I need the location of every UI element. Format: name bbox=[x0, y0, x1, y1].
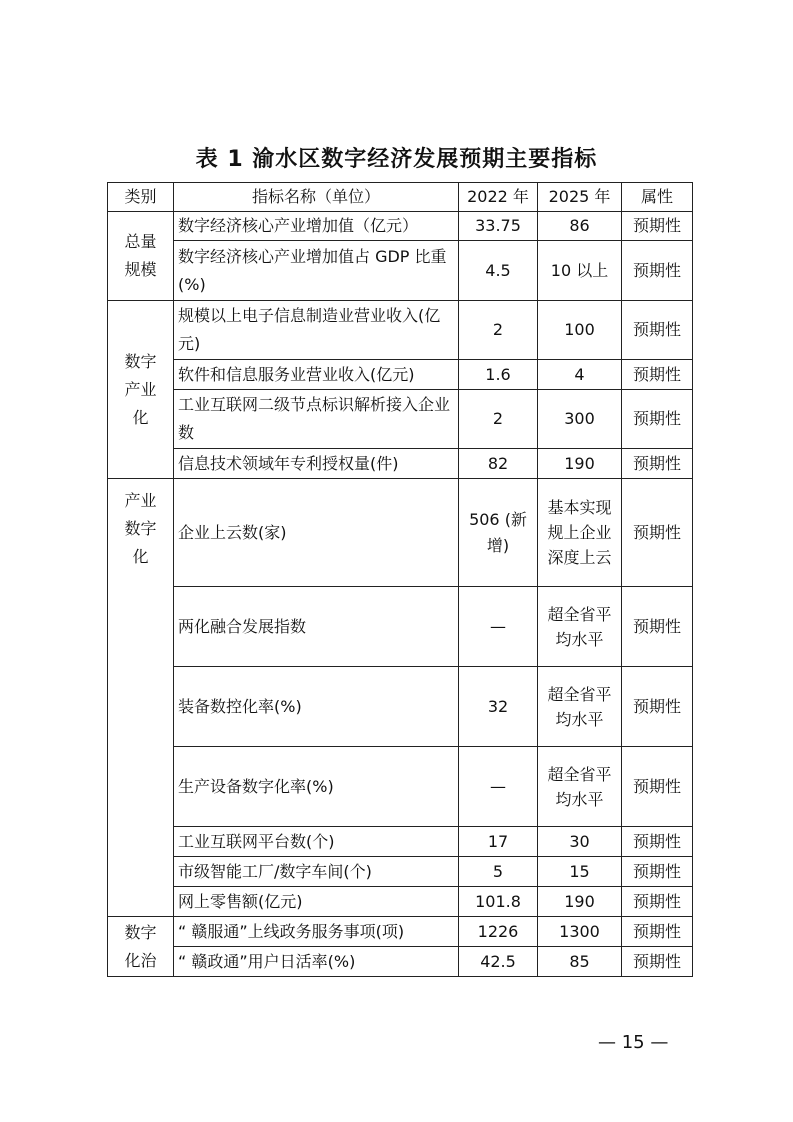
table-row bbox=[108, 360, 693, 390]
category-cell: 产业 数字 化 bbox=[108, 479, 174, 917]
table-title: 表 1 渝水区数字经济发展预期主要指标 bbox=[195, 147, 598, 172]
value-2022: — bbox=[459, 587, 538, 667]
value-2022: 506 (新增) bbox=[459, 479, 538, 587]
header-attribute: 属性 bbox=[622, 183, 693, 212]
table-row bbox=[108, 587, 693, 667]
value-2022: 33.75 bbox=[459, 212, 538, 241]
table-row bbox=[108, 301, 693, 360]
indicator-name: 工业互联网平台数(个) bbox=[174, 827, 459, 857]
indicator-name: 工业互联网二级节点标识解析接入企业数 bbox=[174, 390, 459, 449]
indicator-name: 网上零售额(亿元) bbox=[174, 887, 459, 917]
table-row bbox=[108, 390, 693, 449]
header-2022: 2022 年 bbox=[459, 183, 538, 212]
indicator-table bbox=[107, 182, 693, 977]
table-row bbox=[108, 887, 693, 917]
indicator-name: 数字经济核心产业增加值（亿元） bbox=[174, 212, 459, 241]
category-cell: 数字 产业 化 bbox=[108, 301, 174, 479]
value-2025: 190 bbox=[538, 449, 622, 479]
value-2025: 85 bbox=[538, 947, 622, 977]
value-2025: 190 bbox=[538, 887, 622, 917]
value-2022: 2 bbox=[459, 390, 538, 449]
table-row bbox=[108, 827, 693, 857]
header-category: 类别 bbox=[108, 183, 174, 212]
attribute-cell: 预期性 bbox=[622, 212, 693, 241]
attribute-cell: 预期性 bbox=[622, 479, 693, 587]
table-row bbox=[108, 449, 693, 479]
indicator-name: 软件和信息服务业营业收入(亿元) bbox=[174, 360, 459, 390]
category-cell: 数字 化治 bbox=[108, 917, 174, 977]
indicator-name: “ 赣服通”上线政务服务事项(项) bbox=[174, 917, 459, 947]
table-row bbox=[108, 747, 693, 827]
indicator-name: 装备数控化率(%) bbox=[174, 667, 459, 747]
value-2025: 超全省平均水平 bbox=[538, 667, 622, 747]
value-2025: 1300 bbox=[538, 917, 622, 947]
indicator-name: 两化融合发展指数 bbox=[174, 587, 459, 667]
attribute-cell: 预期性 bbox=[622, 360, 693, 390]
attribute-cell: 预期性 bbox=[622, 301, 693, 360]
value-2025: 10 以上 bbox=[538, 241, 622, 301]
page-number: — 15 — bbox=[598, 1032, 669, 1053]
value-2022: 1226 bbox=[459, 917, 538, 947]
indicator-name: “ 赣政通”用户日活率(%) bbox=[174, 947, 459, 977]
attribute-cell: 预期性 bbox=[622, 887, 693, 917]
value-2022: 101.8 bbox=[459, 887, 538, 917]
attribute-cell: 预期性 bbox=[622, 587, 693, 667]
value-2022: 4.5 bbox=[459, 241, 538, 301]
indicator-name: 信息技术领域年专利授权量(件) bbox=[174, 449, 459, 479]
indicator-name: 规模以上电子信息制造业营业收入(亿元) bbox=[174, 301, 459, 360]
value-2022: 17 bbox=[459, 827, 538, 857]
header-row bbox=[108, 183, 693, 212]
header-2025: 2025 年 bbox=[538, 183, 622, 212]
value-2022: 42.5 bbox=[459, 947, 538, 977]
value-2025: 超全省平均水平 bbox=[538, 747, 622, 827]
category-cell: 总量 规模 bbox=[108, 212, 174, 301]
value-2025: 超全省平均水平 bbox=[538, 587, 622, 667]
attribute-cell: 预期性 bbox=[622, 917, 693, 947]
table-row bbox=[108, 947, 693, 977]
indicator-name: 市级智能工厂/数字车间(个) bbox=[174, 857, 459, 887]
attribute-cell: 预期性 bbox=[622, 390, 693, 449]
table-row bbox=[108, 241, 693, 301]
table-row bbox=[108, 917, 693, 947]
value-2025: 4 bbox=[538, 360, 622, 390]
value-2025: 基本实现规上企业深度上云 bbox=[538, 479, 622, 587]
attribute-cell: 预期性 bbox=[622, 241, 693, 301]
table-row bbox=[108, 667, 693, 747]
attribute-cell: 预期性 bbox=[622, 449, 693, 479]
value-2022: 2 bbox=[459, 301, 538, 360]
indicator-name: 生产设备数字化率(%) bbox=[174, 747, 459, 827]
value-2022: — bbox=[459, 747, 538, 827]
table-row bbox=[108, 212, 693, 241]
value-2025: 100 bbox=[538, 301, 622, 360]
indicator-name: 数字经济核心产业增加值占 GDP 比重(%) bbox=[174, 241, 459, 301]
value-2022: 5 bbox=[459, 857, 538, 887]
value-2025: 30 bbox=[538, 827, 622, 857]
attribute-cell: 预期性 bbox=[622, 947, 693, 977]
table-row bbox=[108, 857, 693, 887]
header-indicator: 指标名称（单位） bbox=[174, 183, 459, 212]
attribute-cell: 预期性 bbox=[622, 667, 693, 747]
value-2025: 15 bbox=[538, 857, 622, 887]
value-2022: 1.6 bbox=[459, 360, 538, 390]
value-2022: 82 bbox=[459, 449, 538, 479]
attribute-cell: 预期性 bbox=[622, 857, 693, 887]
value-2022: 32 bbox=[459, 667, 538, 747]
value-2025: 86 bbox=[538, 212, 622, 241]
indicator-name: 企业上云数(家) bbox=[174, 479, 459, 587]
table-row bbox=[108, 479, 693, 587]
attribute-cell: 预期性 bbox=[622, 747, 693, 827]
value-2025: 300 bbox=[538, 390, 622, 449]
attribute-cell: 预期性 bbox=[622, 827, 693, 857]
